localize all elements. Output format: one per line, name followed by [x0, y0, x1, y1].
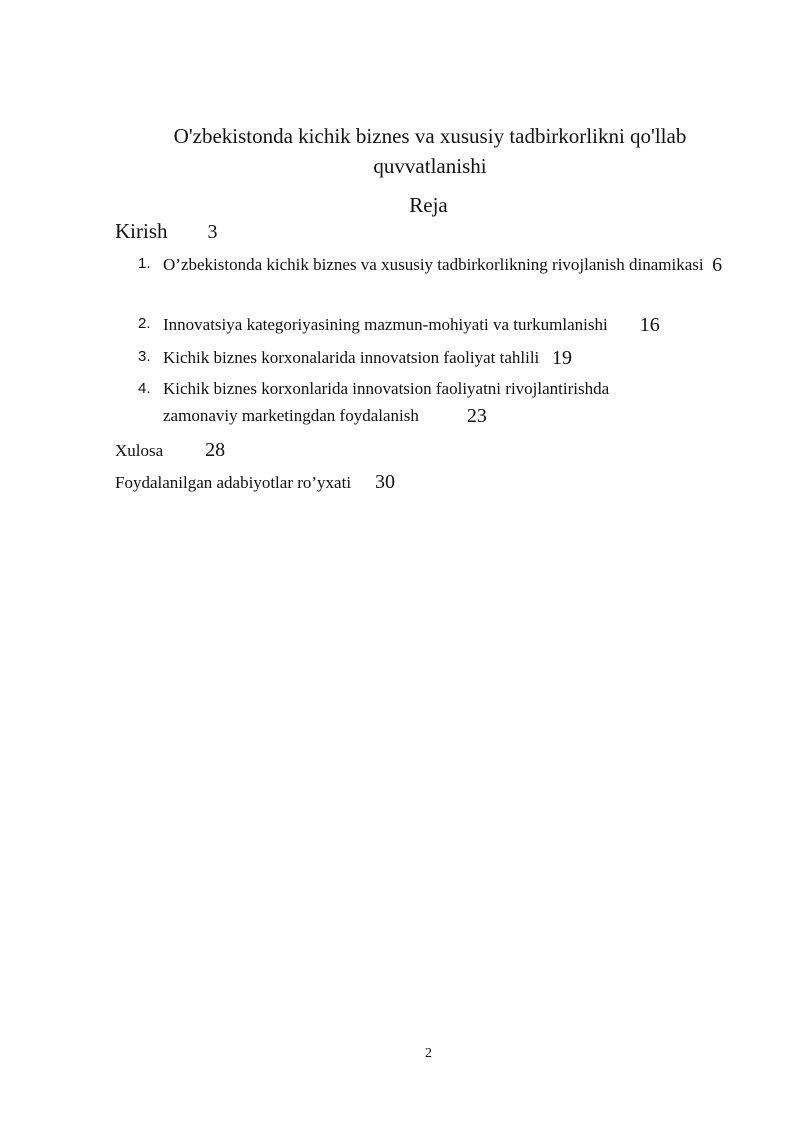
toc-item-text: Kichik biznes korxonlarida innovatsion faoliyatni rivojlantirishda zamonaviy marketingdan foydalanish — [163, 379, 610, 425]
toc-item-page: 23 — [466, 405, 487, 427]
toc-references-page: 30 — [375, 471, 396, 493]
toc-item-marker: 1. — [138, 255, 151, 272]
toc-item-text: O’zbekistonda kichik biznes va xususiy tadbirkorlikning rivojlanish dinamikasi — [163, 255, 704, 274]
toc-intro-page: 3 — [207, 221, 218, 243]
toc-references — [115, 469, 395, 496]
toc-conclusion-page: 28 — [205, 439, 226, 461]
toc-item-2 — [138, 311, 738, 338]
toc-item-4 — [138, 376, 738, 429]
toc-item-marker: 3. — [138, 348, 151, 365]
toc-item-page: 19 — [552, 347, 573, 369]
page-number: 2 — [425, 1046, 432, 1061]
toc-item-text: Innovatsiya kategoriyasining mazmun-mohiyati va turkumlanishi — [163, 315, 608, 334]
toc-item-3 — [138, 344, 738, 371]
toc-intro-label: Kirish — [115, 219, 168, 243]
toc-intro — [115, 218, 218, 245]
toc-item-marker: 2. — [138, 315, 151, 332]
toc-item-page: 16 — [639, 314, 660, 336]
toc-item-text: Kichik biznes korxonalarida innovatsion faoliyat tahlili — [163, 348, 540, 367]
toc-references-label: Foydalanilgan adabiyotlar ro’yxati — [115, 473, 352, 492]
toc-item-1 — [138, 251, 738, 278]
toc-conclusion — [115, 437, 225, 464]
toc-item-page: 6 — [712, 254, 723, 276]
toc-item-marker: 4. — [138, 380, 151, 397]
plan-heading: Reja — [409, 193, 448, 217]
toc-conclusion-label: Xulosa — [115, 441, 164, 460]
document-title: O'zbekistonda kichik biznes va xususiy tadbirkorlikni qo'llab quvvatlanishi — [173, 124, 687, 178]
